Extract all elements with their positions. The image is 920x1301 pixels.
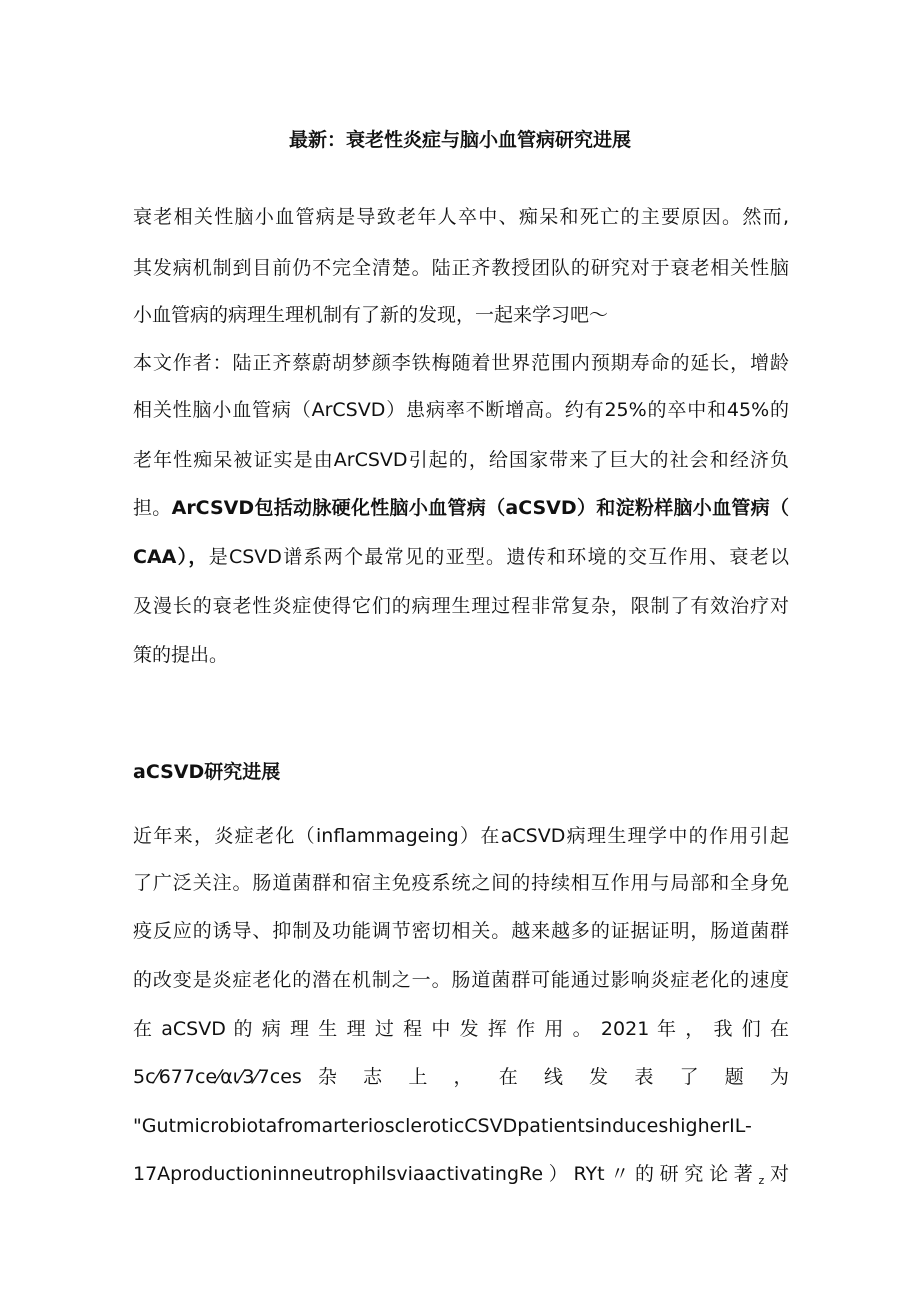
body2-line-2: 了广泛关注。肠道菌群和宿主免疫系统之间的持续相互作用与局部和全身免 xyxy=(133,872,789,894)
body1-line-6: 及漫长的衰老性炎症使得它们的病理生理过程非常复杂，限制了有效治疗对 xyxy=(133,595,789,617)
body2-line-5: 在 aCSVD 的 病 理 生 理 过 程 中 发 挥 作 用 。 2021 年 ， 我 们 在 xyxy=(133,1018,789,1040)
body1-line-5 xyxy=(133,543,789,571)
body1-line-7: 策的提出。 xyxy=(133,644,229,666)
body2-line-3: 疫反应的诱导、抑制及功能调节密切相关。越来越多的证据证明，肠道菌群 xyxy=(133,920,789,942)
intro-line-2: 其发病机制到目前仍不完全清楚。陆正齐教授团队的研究对于衰老相关性脑 xyxy=(133,257,789,279)
body2-line-6: 5c⁄677ce⁄αι⁄3⁄7ces 杂 志 上 ， 在 线 发 表 了 题 为 xyxy=(133,1066,789,1088)
document-title: 最新：衰老性炎症与脑小血管病研究进展 xyxy=(288,129,631,151)
section-heading-acsvd: aCSVD研究进展 xyxy=(133,761,281,783)
body1-line-4 xyxy=(133,494,789,522)
body1-line-4-plain: 担。 xyxy=(133,497,172,519)
body1-line-5-bold: CAA）， xyxy=(133,546,209,568)
intro-line-1: 衰老相关性脑小血管病是导致老年人卒中、痴呆和死亡的主要原因。然而, xyxy=(133,206,789,228)
body2-line-8-end: 对 xyxy=(764,1163,789,1185)
body1-line-3: 老年性痴呆被证实是由ArCSVD引起的，给国家带来了巨大的社会和经济负 xyxy=(133,449,789,471)
body1-line-5-plain: 是CSVD谱系两个最常见的亚型。遗传和环境的交互作用、衰老以 xyxy=(208,546,789,568)
intro-line-3: 小血管病的病理生理机制有了新的发现，一起来学习吧～ xyxy=(133,304,609,326)
body2-line-7: "GutmicrobiotafromarterioscleroticCSVDpatientsinduceshigherIL- xyxy=(133,1115,752,1137)
body1-line-2: 相关性脑小血管病（ArCSVD）患病率不断增高。约有25%的卒中和45%的 xyxy=(133,399,789,421)
body2-line-8-sub: z xyxy=(758,1174,765,1187)
body2-line-1: 近年来，炎症老化（inflammageing）在aCSVD病理生理学中的作用引起 xyxy=(133,825,789,847)
body2-line-4: 的改变是炎症老化的潜在机制之一。肠道菌群可能通过影响炎症老化的速度 xyxy=(133,969,789,991)
body1-line-1: 本文作者：陆正齐蔡蔚胡梦颜李铁梅随着世界范围内预期寿命的延长，增龄 xyxy=(133,352,789,374)
body2-line-8-main: 17AproductioninneutrophilsviaactivatingRe）RYt〃的研究论著 xyxy=(133,1163,759,1185)
body2-line-8 xyxy=(133,1160,789,1195)
body1-line-4-bold: ArCSVD包括动脉硬化性脑小血管病（aCSVD）和淀粉样脑小血管病（ xyxy=(171,497,789,519)
